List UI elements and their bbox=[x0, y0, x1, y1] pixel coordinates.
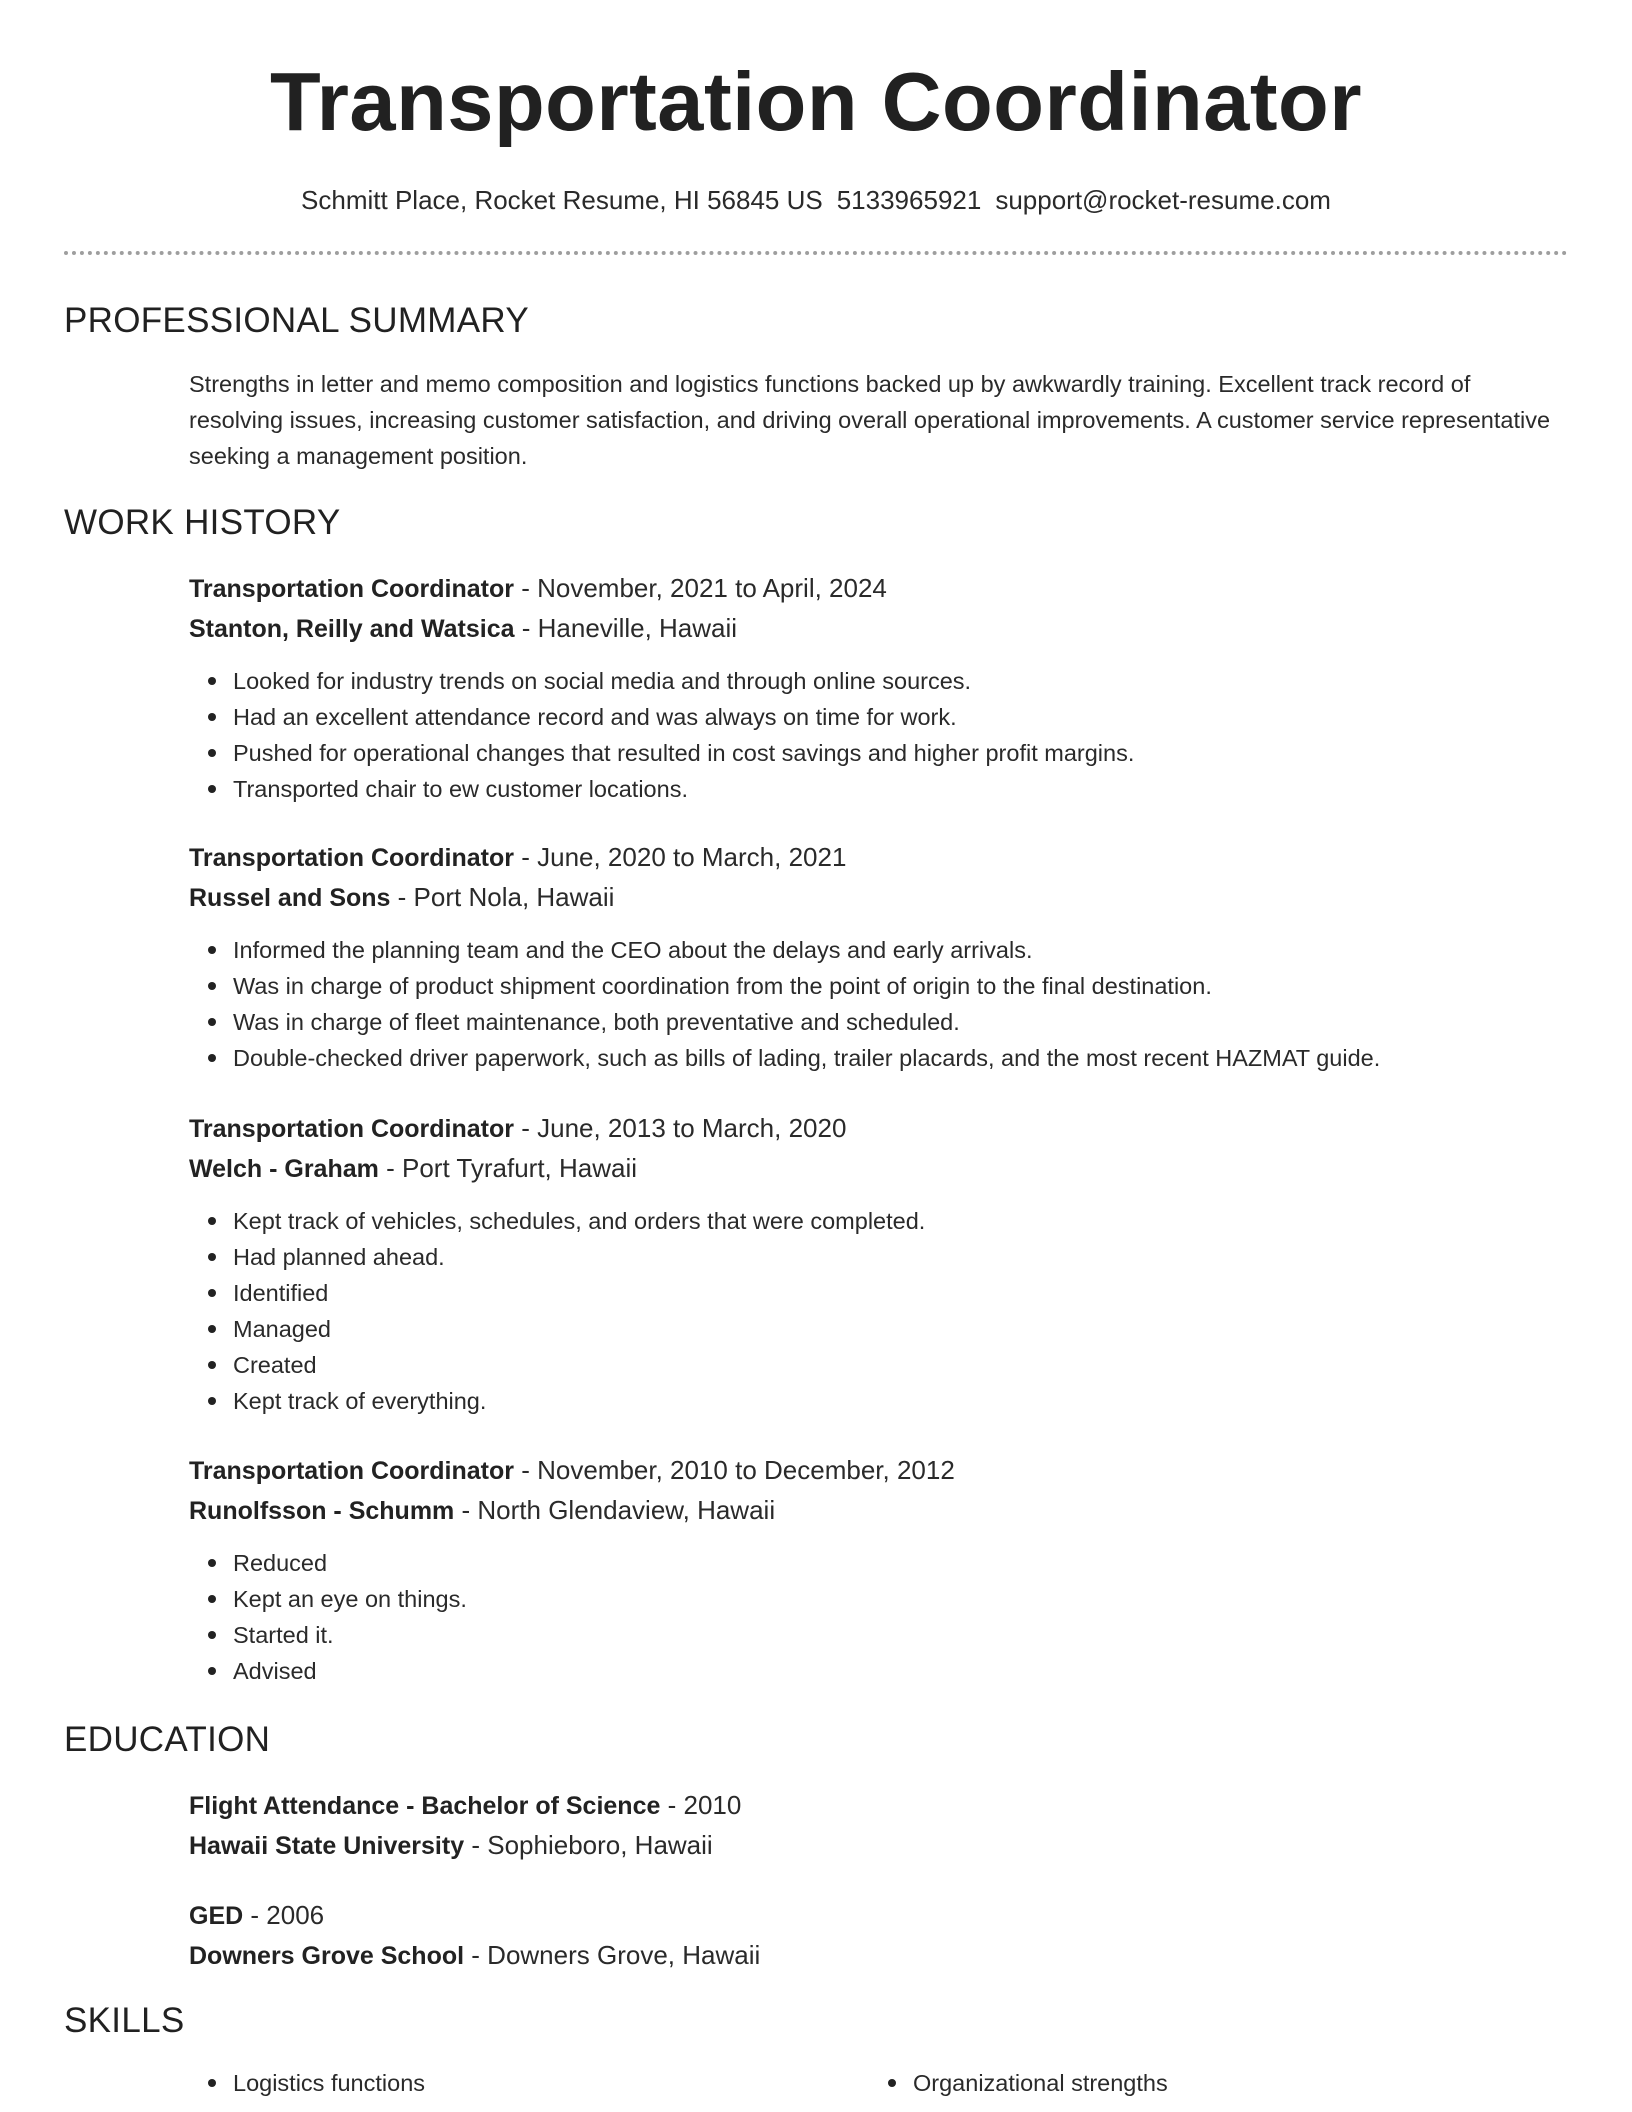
job-location: - North Glendaview, Hawaii bbox=[454, 1495, 776, 1525]
skill-item: Organizational strengths bbox=[869, 2065, 1549, 2101]
job-company-line bbox=[189, 1149, 1569, 1189]
education-school-line bbox=[189, 1826, 1569, 1866]
job-company: Welch - Graham bbox=[189, 1155, 379, 1183]
job-title-line bbox=[189, 1451, 1569, 1491]
job-bullet: Kept an eye on things. bbox=[233, 1581, 1569, 1617]
job-location: - Port Nola, Hawaii bbox=[390, 882, 615, 912]
job-company: Stanton, Reilly and Watsica bbox=[189, 615, 515, 643]
job-bullet: Had an excellent attendance record and was always on time for work. bbox=[233, 699, 1569, 735]
job-bullet: Managed bbox=[233, 1311, 1569, 1347]
education-degree: GED bbox=[189, 1902, 244, 1930]
job-company-line bbox=[189, 609, 1569, 649]
job-bullet: Identified bbox=[233, 1275, 1569, 1311]
job-dates: - November, 2010 to December, 2012 bbox=[514, 1455, 955, 1485]
education-location: - Sophieboro, Hawaii bbox=[464, 1830, 713, 1860]
job-bullet: Kept track of vehicles, schedules, and orders that were completed. bbox=[233, 1203, 1569, 1239]
header-divider bbox=[64, 251, 1568, 255]
contact-address: Schmitt Place, Rocket Resume, HI 56845 US bbox=[301, 185, 823, 215]
skill-item: Logistics functions bbox=[189, 2065, 869, 2101]
education-degree: Flight Attendance - Bachelor of Science bbox=[189, 1792, 661, 1820]
job-bullets bbox=[189, 1545, 1569, 1689]
education-school: Downers Grove School bbox=[189, 1942, 465, 1970]
education-school: Hawaii State University bbox=[189, 1832, 465, 1860]
job-bullet: Was in charge of fleet maintenance, both preventative and scheduled. bbox=[233, 1004, 1569, 1040]
job-title: Transportation Coordinator bbox=[189, 575, 514, 603]
job-bullet: Was in charge of product shipment coordination from the point of origin to the final destination. bbox=[233, 968, 1569, 1004]
education-year: - 2006 bbox=[243, 1900, 325, 1930]
job-dates: - November, 2021 to April, 2024 bbox=[514, 573, 887, 603]
job-bullet: Pushed for operational changes that resulted in cost savings and higher profit margins. bbox=[233, 735, 1569, 771]
job-location: - Port Tyrafurt, Hawaii bbox=[378, 1153, 638, 1183]
work-history-heading: WORK HISTORY bbox=[64, 503, 341, 542]
job-company-line bbox=[189, 878, 1569, 918]
job-entry bbox=[189, 1451, 1569, 1689]
job-bullet: Looked for industry trends on social media and through online sources. bbox=[233, 663, 1569, 699]
job-bullets bbox=[189, 663, 1569, 807]
job-title-line bbox=[189, 569, 1569, 609]
education-school-line bbox=[189, 1936, 1569, 1976]
education-year: - 2010 bbox=[660, 1790, 742, 1820]
job-dates: - June, 2013 to March, 2020 bbox=[514, 1113, 847, 1143]
job-dates: - June, 2020 to March, 2021 bbox=[514, 842, 847, 872]
skills-heading: SKILLS bbox=[64, 2001, 185, 2040]
job-bullet: Informed the planning team and the CEO about the delays and early arrivals. bbox=[233, 932, 1569, 968]
job-bullets bbox=[189, 1203, 1569, 1419]
resume-name: Transportation Coordinator bbox=[270, 55, 1362, 148]
job-title: Transportation Coordinator bbox=[189, 1115, 514, 1143]
contact-phone: 5133965921 bbox=[836, 185, 982, 215]
job-entry bbox=[189, 838, 1569, 1076]
job-bullet: Started it. bbox=[233, 1617, 1569, 1653]
education-entry bbox=[189, 1896, 1569, 1976]
job-bullet: Kept track of everything. bbox=[233, 1383, 1569, 1419]
education-degree-line bbox=[189, 1896, 1569, 1936]
job-bullet: Reduced bbox=[233, 1545, 1569, 1581]
education-degree-line bbox=[189, 1786, 1569, 1826]
job-bullet: Transported chair to ew customer locations. bbox=[233, 771, 1569, 807]
job-entry bbox=[189, 569, 1569, 807]
job-title-line bbox=[189, 1109, 1569, 1149]
education-heading: EDUCATION bbox=[64, 1720, 271, 1759]
contact-email: support@rocket-resume.com bbox=[995, 185, 1331, 215]
job-company: Runolfsson - Schumm bbox=[189, 1497, 455, 1525]
skills-list bbox=[189, 2065, 1569, 2101]
job-bullets bbox=[189, 932, 1569, 1076]
job-bullet: Had planned ahead. bbox=[233, 1239, 1569, 1275]
contact-line bbox=[0, 182, 1632, 218]
job-title: Transportation Coordinator bbox=[189, 844, 514, 872]
job-bullet: Double-checked driver paperwork, such as bills of lading, trailer placards, and the most recent HAZMAT guide. bbox=[233, 1040, 1569, 1076]
job-company: Russel and Sons bbox=[189, 884, 391, 912]
job-title-line bbox=[189, 838, 1569, 878]
summary-heading: PROFESSIONAL SUMMARY bbox=[64, 301, 529, 340]
job-bullet: Created bbox=[233, 1347, 1569, 1383]
job-location: - Haneville, Hawaii bbox=[514, 613, 738, 643]
summary-text: Strengths in letter and memo composition and logistics functions backed up by awkwardly training. Excellent track record of resolving issues, increasing customer satisfaction, and driving overall operational improvements. A customer service representative seeking a management position. bbox=[189, 371, 1551, 469]
job-company-line bbox=[189, 1491, 1569, 1531]
education-entry bbox=[189, 1786, 1569, 1866]
job-title: Transportation Coordinator bbox=[189, 1457, 514, 1485]
education-location: - Downers Grove, Hawaii bbox=[464, 1940, 761, 1970]
job-entry bbox=[189, 1109, 1569, 1419]
job-bullet: Advised bbox=[233, 1653, 1569, 1689]
